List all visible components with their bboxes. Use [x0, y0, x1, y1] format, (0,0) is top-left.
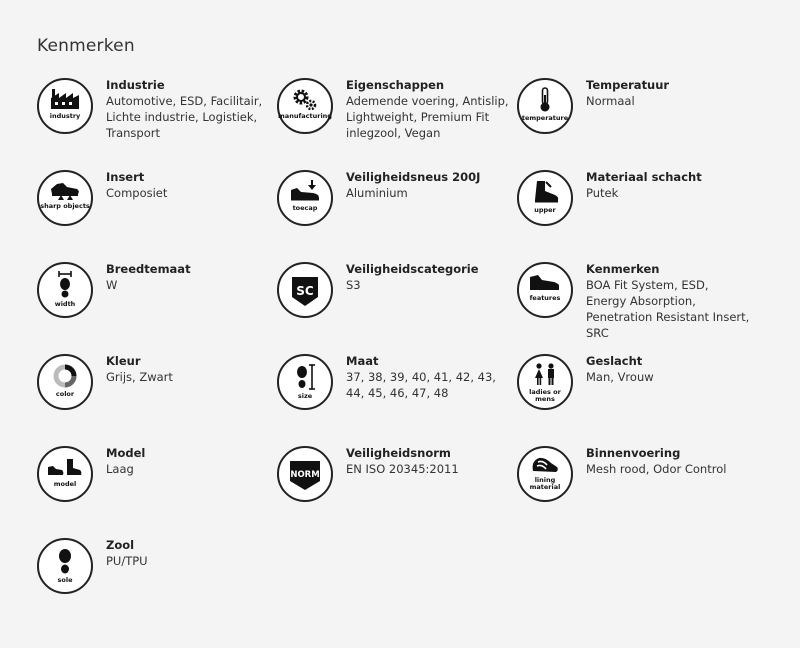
feature-label: Breedtemaat: [106, 262, 191, 276]
feature-label: Materiaal schacht: [586, 170, 702, 184]
feature-label: Kenmerken: [586, 262, 660, 276]
sole-icon: sole: [37, 538, 93, 594]
feature-value: Composiet: [106, 186, 168, 200]
feature-value: W: [106, 278, 118, 292]
feature-value: Mesh rood, Odor Control: [586, 462, 727, 476]
feature-color: [37, 353, 277, 445]
feature-label: Veiligheidscategorie: [346, 262, 479, 276]
feature-value: Putek: [586, 186, 619, 200]
factory-icon: industry: [37, 78, 93, 134]
sharp-objects-icon: sharp objects: [37, 170, 93, 226]
color-ring-icon: color: [37, 354, 93, 410]
sc-shield-icon: [277, 262, 333, 318]
model-icon: model: [37, 446, 93, 502]
feature-value: S3: [346, 278, 361, 292]
feature-label: Eigenschappen: [346, 78, 445, 92]
feature-safety-category: [277, 261, 517, 353]
feature-temperature: [517, 77, 767, 169]
section-title: Kenmerken: [37, 36, 135, 56]
feature-value: Man, Vrouw: [586, 370, 654, 384]
feature-label: Kleur: [106, 354, 141, 368]
toecap-icon: toecap: [277, 170, 333, 226]
feature-width: [37, 261, 277, 353]
feature-label: Insert: [106, 170, 145, 184]
feature-value: Grijs, Zwart: [106, 370, 173, 384]
feature-value: Ademende voering, Antislip, Lightweight, Premium Fit inlegzool, Vegan: [346, 94, 509, 140]
size-icon: size: [277, 354, 333, 410]
feature-manufacturing: [277, 77, 517, 169]
svg-text:SC: SC: [296, 284, 314, 298]
feature-features: [517, 261, 767, 353]
feature-value: Normaal: [586, 94, 635, 108]
width-icon: width: [37, 262, 93, 318]
feature-label: Model: [106, 446, 146, 460]
feature-value: Aluminium: [346, 186, 408, 200]
feature-value: PU/TPU: [106, 554, 148, 568]
feature-value: Automotive, ESD, Facilitair, Lichte industrie, Logistiek, Transport: [106, 94, 263, 140]
shoe-features-icon: features: [517, 262, 573, 318]
feature-lining: [517, 445, 767, 537]
feature-toecap: [277, 169, 517, 261]
feature-label: Maat: [346, 354, 379, 368]
feature-label: Temperatuur: [586, 78, 670, 92]
features-grid: [37, 77, 767, 629]
feature-value: EN ISO 20345:2011: [346, 462, 459, 476]
feature-label: Geslacht: [586, 354, 643, 368]
feature-label: Industrie: [106, 78, 165, 92]
feature-upper: [517, 169, 767, 261]
feature-label: Zool: [106, 538, 135, 552]
feature-value: Laag: [106, 462, 134, 476]
feature-label: Veiligheidsneus 200J: [346, 170, 481, 184]
feature-model: [37, 445, 277, 537]
feature-sole: [37, 537, 277, 629]
upper-boot-icon: upper: [517, 170, 573, 226]
feature-value: BOA Fit System, ESD, Energy Absorption, Penetration Resistant Insert, SRC: [586, 278, 750, 340]
feature-insert: [37, 169, 277, 261]
feature-label: Veiligheidsnorm: [346, 446, 451, 460]
feature-size: [277, 353, 517, 445]
feature-gender: [517, 353, 767, 445]
feature-value: 37, 38, 39, 40, 41, 42, 43, 44, 45, 46, 47, 48: [346, 370, 496, 400]
lining-material-icon: lining material: [517, 446, 573, 502]
ladies-mens-icon: ladies or mens: [517, 354, 573, 410]
feature-label: Binnenvoering: [586, 446, 681, 460]
feature-safety-norm: [277, 445, 517, 537]
norm-shield-icon: [277, 446, 333, 502]
gears-icon: manufacturing: [277, 78, 333, 134]
thermometer-icon: temperature: [517, 78, 573, 134]
feature-industry: [37, 77, 277, 169]
svg-text:NORM: NORM: [290, 470, 320, 480]
